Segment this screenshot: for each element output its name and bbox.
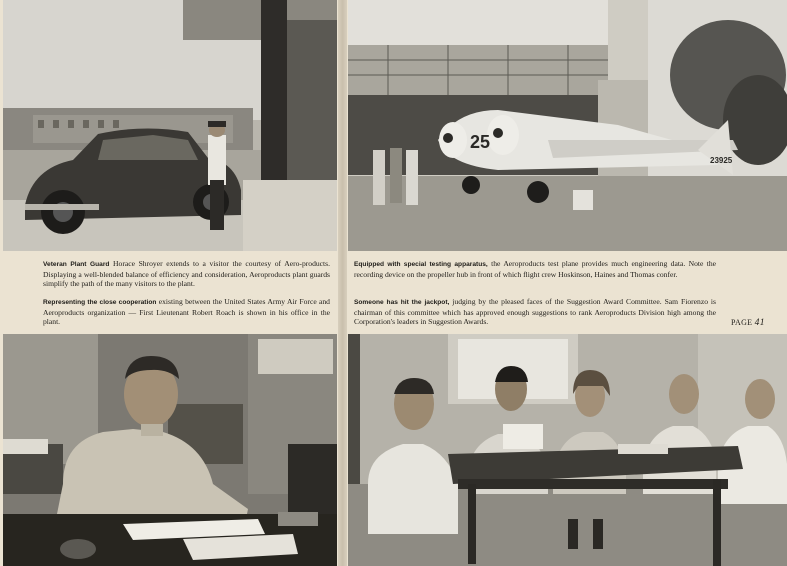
- caption-body: the Aeroproducts test plane provides much engineering data. Note the recording device on the propeller hub in front of which flight crew Hoskinson, Haines and Thomas confer.: [354, 259, 716, 279]
- plane-nose-number: 25: [470, 132, 491, 152]
- page-gutter: [338, 0, 347, 566]
- photo-suggestion-committee: [348, 334, 787, 566]
- caption-lead: Representing the close cooperation: [43, 299, 157, 306]
- caption-test-plane: [354, 259, 716, 279]
- caption-cooperation: [43, 297, 330, 327]
- caption-body: Horace Shroyer extends to a visitor the courtesy of Aero-products. Displaying a well-blended balance of efficiency and consideration, Aeroproducts plant guards simplify the path of the many visitors to the plant.: [43, 259, 331, 289]
- caption-suggestion-committee: [354, 297, 716, 327]
- photo-lieutenant-office: [3, 334, 337, 566]
- page-number: [731, 318, 765, 328]
- caption-body: existing between the United States Army Air Force and Aeroproducts organization — First Lieutenant Robert Roach is shown in his office in the plant.: [43, 297, 330, 327]
- page-number-value: 41: [754, 318, 765, 328]
- caption-lead: Someone has hit the jackpot,: [354, 299, 450, 306]
- caption-lead: Equipped with special testing apparatus,: [354, 261, 488, 268]
- caption-lead: Veteran Plant Guard: [43, 261, 110, 268]
- photo-plant-guard: [3, 0, 337, 251]
- photo-test-plane: [348, 0, 787, 251]
- caption-body: judging by the pleased faces of the Suggestion Award Committee. Sam Fiorenzo is chairman of this committee which has approved enough suggestions to rank Aeroproducts Division high among the Corporation's leaders in Suggestion Awards.: [354, 297, 716, 327]
- plane-tail-code: 23925: [710, 156, 733, 165]
- page-label: PAGE: [731, 318, 753, 327]
- caption-plant-guard: [43, 259, 330, 289]
